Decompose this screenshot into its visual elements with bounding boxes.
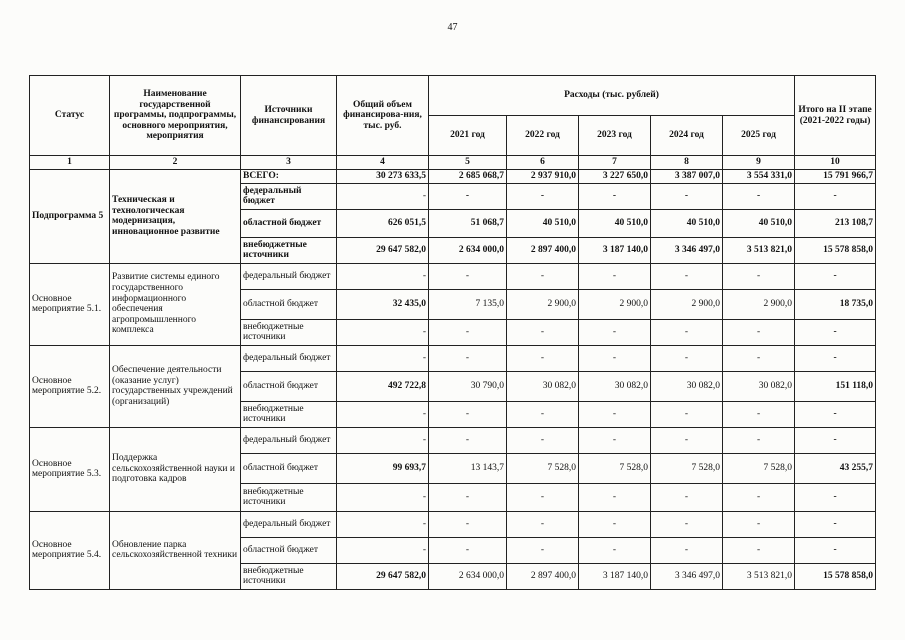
total-value-cell: - [337,427,429,453]
total-value-cell: 492 722,8 [337,371,429,401]
header-name: Наименование государственной программы, подпрограммы, основного мероприятия, мероприятия [110,76,241,156]
year-value-cell: 51 068,7 [429,209,507,237]
year-value-cell: 2 634 000,0 [429,237,507,263]
header-sources: Источники финансирования [241,76,337,156]
year-value-cell: - [507,427,579,453]
year-value-cell: - [723,319,795,345]
stage-total-cell: - [795,511,876,537]
year-value-cell: - [579,511,651,537]
year-value-cell: 2 685 068,7 [429,170,507,184]
total-value-cell: 30 273 633,5 [337,170,429,184]
column-number: 2 [110,156,241,170]
year-value-cell: 3 187 140,0 [579,563,651,589]
status-cell: Основное мероприятие 5.2. [30,345,110,427]
source-cell: внебюджетные источники [241,483,337,511]
year-value-cell: - [579,263,651,289]
status-cell: Основное мероприятие 5.3. [30,427,110,511]
year-value-cell: 30 790,0 [429,371,507,401]
total-value-cell: - [337,345,429,371]
year-value-cell: - [723,345,795,371]
source-cell: ВСЕГО: [241,170,337,184]
year-value-cell: - [429,427,507,453]
total-value-cell: 29 647 582,0 [337,563,429,589]
stage-total-cell: - [795,183,876,209]
year-value-cell: 7 135,0 [429,289,507,319]
year-value-cell: 2 634 000,0 [429,563,507,589]
year-value-cell: - [579,183,651,209]
stage-total-cell: - [795,427,876,453]
year-value-cell: - [507,263,579,289]
year-value-cell: 40 510,0 [651,209,723,237]
year-value-cell: - [579,401,651,427]
year-value-cell: - [507,319,579,345]
year-value-cell: - [429,263,507,289]
header-status: Статус [30,76,110,156]
year-value-cell: 13 143,7 [429,453,507,483]
header-expenses: Расходы (тыс. рублей) [429,76,795,116]
header-year: 2021 год [429,116,507,156]
column-number-row [30,156,876,170]
total-value-cell: - [337,319,429,345]
year-value-cell: 7 528,0 [507,453,579,483]
total-value-cell: - [337,511,429,537]
total-value-cell: - [337,401,429,427]
source-cell: областной бюджет [241,289,337,319]
year-value-cell: 3 513 821,0 [723,237,795,263]
year-value-cell: - [579,537,651,563]
table-row [30,345,876,371]
year-value-cell: 2 900,0 [651,289,723,319]
page-number: 47 [447,22,458,33]
source-cell: областной бюджет [241,453,337,483]
stage-total-cell: 15 791 966,7 [795,170,876,184]
stage-total-cell: 151 118,0 [795,371,876,401]
column-number: 8 [651,156,723,170]
year-value-cell: - [507,537,579,563]
stage-total-cell: - [795,401,876,427]
year-value-cell: - [429,319,507,345]
name-cell: Техническая и технологическая модернизация, инновационное развитие [110,170,241,264]
year-value-cell: 2 900,0 [579,289,651,319]
year-value-cell: - [651,319,723,345]
stage-total-cell: - [795,319,876,345]
header-year: 2022 год [507,116,579,156]
header-year: 2024 год [651,116,723,156]
year-value-cell: - [651,511,723,537]
name-cell: Поддержка сельскохозяйственной науки и подготовка кадров [110,427,241,511]
source-cell: внебюджетные источники [241,319,337,345]
source-cell: внебюджетные источники [241,237,337,263]
header-year: 2025 год [723,116,795,156]
year-value-cell: - [651,401,723,427]
header-total: Общий объем финансирова-ния, тыс. руб. [337,76,429,156]
year-value-cell: - [579,427,651,453]
column-number: 4 [337,156,429,170]
source-cell: федеральный бюджет [241,263,337,289]
year-value-cell: - [723,263,795,289]
column-number: 3 [241,156,337,170]
year-value-cell: - [429,345,507,371]
source-cell: федеральный бюджет [241,427,337,453]
year-value-cell: 2 900,0 [723,289,795,319]
source-cell: внебюджетные источники [241,563,337,589]
source-cell: федеральный бюджет [241,183,337,209]
total-value-cell: 32 435,0 [337,289,429,319]
year-value-cell: 3 387 007,0 [651,170,723,184]
year-value-cell: 2 937 910,0 [507,170,579,184]
total-value-cell: - [337,183,429,209]
year-value-cell: 2 900,0 [507,289,579,319]
year-value-cell: - [507,401,579,427]
stage-total-cell: 213 108,7 [795,209,876,237]
year-value-cell: - [723,511,795,537]
year-value-cell: - [507,483,579,511]
stage-total-cell: 15 578 858,0 [795,563,876,589]
total-value-cell: - [337,537,429,563]
table-row [30,170,876,184]
year-value-cell: - [723,401,795,427]
stage-total-cell: 15 578 858,0 [795,237,876,263]
source-cell: областной бюджет [241,371,337,401]
name-cell: Развитие системы единого государственного информационного обеспечения агропромышленного комплекса [110,263,241,345]
header-year: 2023 год [579,116,651,156]
year-value-cell: - [651,183,723,209]
year-value-cell: - [651,263,723,289]
year-value-cell: 3 227 650,0 [579,170,651,184]
year-value-cell: 40 510,0 [723,209,795,237]
year-value-cell: - [651,483,723,511]
total-value-cell: 626 051,5 [337,209,429,237]
year-value-cell: - [507,183,579,209]
column-number: 10 [795,156,876,170]
name-cell: Обеспечение деятельности (оказание услуг) государственных учреждений (организаций) [110,345,241,427]
year-value-cell: - [429,401,507,427]
year-value-cell: - [429,511,507,537]
year-value-cell: - [723,183,795,209]
year-value-cell: 7 528,0 [579,453,651,483]
stage-total-cell: - [795,345,876,371]
year-value-cell: - [651,537,723,563]
table-row [30,263,876,289]
status-cell: Основное мероприятие 5.1. [30,263,110,345]
table-row [30,427,876,453]
year-value-cell: 3 346 497,0 [651,563,723,589]
year-value-cell: 2 897 400,0 [507,237,579,263]
column-number: 6 [507,156,579,170]
year-value-cell: - [429,537,507,563]
year-value-cell: - [507,511,579,537]
year-value-cell: - [579,319,651,345]
status-cell: Подпрограмма 5 [30,170,110,264]
column-number: 5 [429,156,507,170]
year-value-cell: 3 513 821,0 [723,563,795,589]
source-cell: федеральный бюджет [241,511,337,537]
table-body [30,170,876,590]
source-cell: областной бюджет [241,209,337,237]
table-row [30,511,876,537]
year-value-cell: - [723,427,795,453]
stage-total-cell: - [795,263,876,289]
year-value-cell: 40 510,0 [579,209,651,237]
source-cell: областной бюджет [241,537,337,563]
stage-total-cell: 43 255,7 [795,453,876,483]
year-value-cell: - [507,345,579,371]
column-number: 7 [579,156,651,170]
stage-total-cell: 18 735,0 [795,289,876,319]
year-value-cell: 3 554 331,0 [723,170,795,184]
header-stage-total: Итого на II этапе (2021-2022 годы) [795,76,876,156]
year-value-cell: - [429,483,507,511]
stage-total-cell: - [795,483,876,511]
year-value-cell: - [723,537,795,563]
year-value-cell: 30 082,0 [579,371,651,401]
year-value-cell: - [579,345,651,371]
year-value-cell: 30 082,0 [651,371,723,401]
year-value-cell: 40 510,0 [507,209,579,237]
year-value-cell: 2 897 400,0 [507,563,579,589]
total-value-cell: - [337,483,429,511]
status-cell: Основное мероприятие 5.4. [30,511,110,589]
source-cell: внебюджетные источники [241,401,337,427]
source-cell: федеральный бюджет [241,345,337,371]
year-value-cell: 7 528,0 [651,453,723,483]
year-value-cell: - [651,345,723,371]
total-value-cell: 99 693,7 [337,453,429,483]
column-number: 9 [723,156,795,170]
year-value-cell: 30 082,0 [723,371,795,401]
total-value-cell: - [337,263,429,289]
year-value-cell: 3 187 140,0 [579,237,651,263]
year-value-cell: 3 346 497,0 [651,237,723,263]
year-value-cell: - [723,483,795,511]
financing-table [29,75,876,590]
year-value-cell: 7 528,0 [723,453,795,483]
column-number: 1 [30,156,110,170]
name-cell: Обновление парка сельскохозяйственной техники [110,511,241,589]
year-value-cell: 30 082,0 [507,371,579,401]
year-value-cell: - [651,427,723,453]
total-value-cell: 29 647 582,0 [337,237,429,263]
year-value-cell: - [579,483,651,511]
stage-total-cell: - [795,537,876,563]
year-value-cell: - [429,183,507,209]
